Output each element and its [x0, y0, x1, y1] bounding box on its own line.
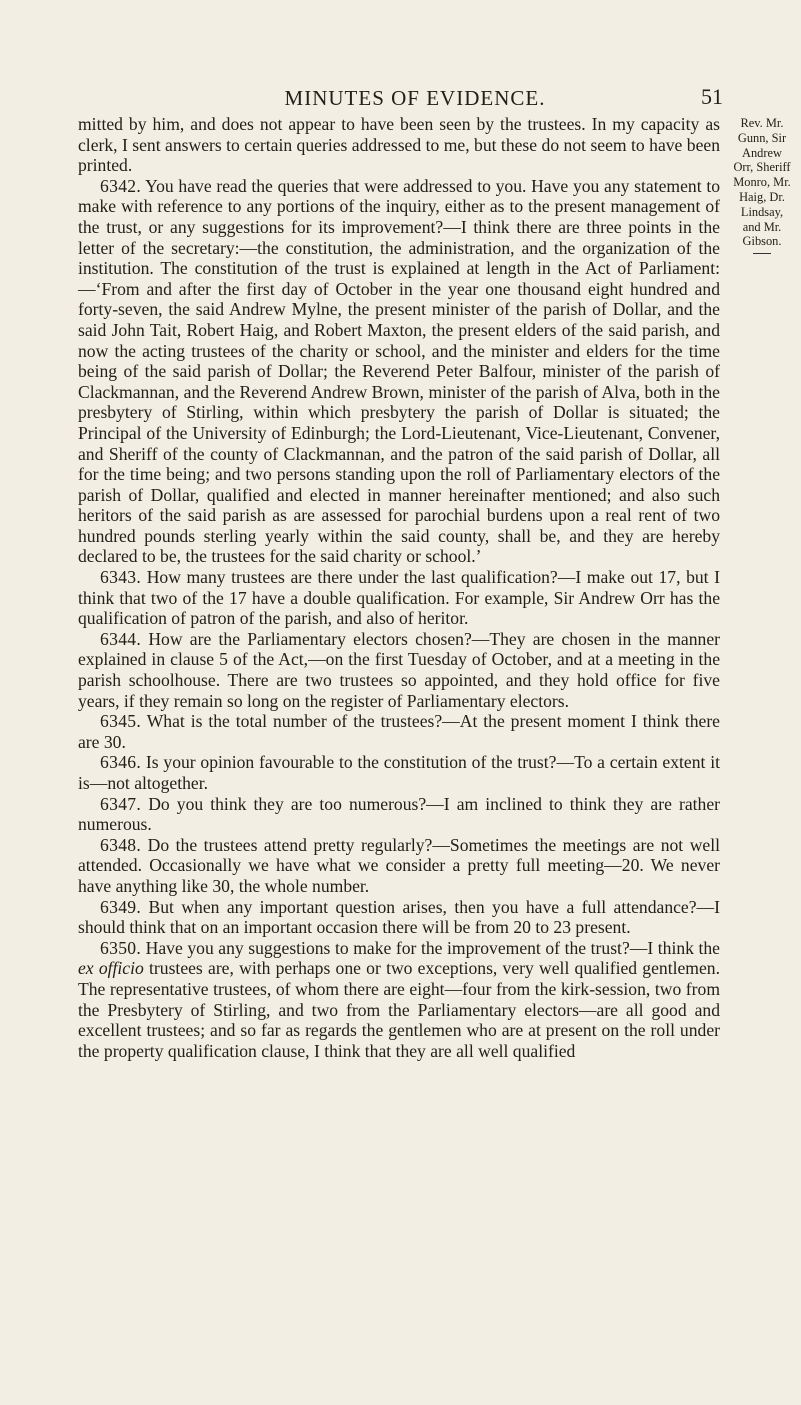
margin-witness-note: [729, 116, 795, 254]
question-number: 6349.: [100, 896, 142, 917]
paragraph-text: Do you think they are too numerous?—I am inclined to think they are rather numerous.: [78, 793, 720, 835]
page-number: 51: [701, 84, 723, 109]
running-head: MINUTES OF EVIDENCE.: [284, 86, 546, 110]
side-note-line: Monro, Mr.: [733, 175, 791, 190]
question-number: 6348.: [100, 834, 142, 855]
evidence-body: [78, 114, 720, 1061]
question-number: 6344.: [100, 628, 142, 649]
paragraph-text: Do the trustees attend pretty regularly?—Sometimes the meetings are not well attended. Occasionally we have what we consider a pretty full meeting—20. We never have anything like 30, the whole number.: [78, 834, 720, 896]
question-number: 6350.: [100, 937, 142, 958]
side-note-line: Gibson.: [742, 234, 782, 249]
side-note-line: Lindsay,: [740, 204, 784, 219]
paragraph-text: What is the total number of the trustees?—At the present moment I think there are 30.: [78, 711, 720, 752]
paragraph-text: Have you any suggestions to make for the improvement of the trust?—I think the: [145, 937, 720, 958]
paragraph-continuation: [78, 114, 720, 176]
question-6345: [78, 711, 720, 752]
question-6347: [78, 794, 720, 835]
side-note-line: Rev. Mr.: [740, 116, 784, 130]
side-note-line: Andrew: [742, 145, 782, 160]
question-6349: [78, 897, 720, 938]
side-note-rule: [753, 253, 771, 254]
question-6342: [78, 176, 720, 567]
paragraph-text: But when any important question arises, then you have a full attendance?—I should think that on an important occasion there will be from 20 to 23 present.: [78, 896, 720, 938]
paragraph-text: How many trustees are there under the last qualification?—I make out 17, but I think that two of the 17 have a double qualification. For example, Sir Andrew Orr has the qualification of patron of the parish, and also of heritor.: [78, 567, 720, 629]
side-note-line: Haig, Dr.: [739, 189, 785, 204]
side-note-line: Orr, Sheriff: [733, 160, 791, 175]
question-6343: [78, 567, 720, 629]
question-6346: [78, 752, 720, 793]
question-number: 6345.: [100, 711, 142, 732]
side-note-line: and Mr.: [742, 219, 782, 234]
side-note-line: Gunn, Sir: [737, 130, 787, 145]
question-number: 6343.: [100, 567, 142, 588]
question-6344: [78, 629, 720, 711]
italic-phrase: ex officio: [78, 958, 144, 979]
paragraph-text: Is your opinion favourable to the constitution of the trust?—To a certain extent it is—not altogether.: [78, 752, 720, 793]
paragraph-text: You have read the queries that were addressed to you. Have you any statement to make with reference to any portions of the inquiry, either as to the present management of the trust, or any suggestions for its improvement?—I think there are three points in the letter of the secretary:—the constitution, the administration, and the organization of the institution. The constitution of the trust is explained at length in the Act of Parliament:—‘From and after the first day of October in the year one thousand eight hundred and forty-seven, the said Andrew Mylne, the present minister of the parish of Dollar, and the said John Tait, Robert Haig, and Robert Maxton, the present elders of the said parish, and now the acting trustees of the charity or school, and the minister and elders for the time being of the said parish of Dollar; the Reverend Peter Balfour, minister of the parish of Clackmannan, and the Reverend Andrew Brown, minister of the parish of Alva, both in the presbytery of Stirling, within which presbytery the parish of Dollar is situated; the Principal of the University of Edinburgh; the Lord-Lieutenant, Vice-Lieutenant, Convener, and Sheriff of the county of Clackmannan, and the patron of the said parish of Dollar, all for the time being; and two persons standing upon the roll of Parliamentary electors of the parish of Dollar, qualified and elected in manner hereinafter mentioned; and also such heritors of the said parish as are assessed for parochial burdens upon a real rent of two hundred pounds sterling yearly within the said county, shall be, and they are hereby declared to be, the trustees for the said charity or school.’: [78, 175, 721, 567]
question-6350: [78, 938, 720, 1062]
question-number: 6342.: [100, 175, 142, 196]
paragraph-text: mitted by him, and does not appear to have been seen by the trustees. In my capacity as clerk, I sent answers to certain queries addressed to me, but these do not seem to have been printed.: [78, 114, 720, 176]
question-number: 6346.: [100, 752, 142, 773]
paragraph-text: trustees are, with perhaps one or two exceptions, very well qualified gentlemen. The representative trustees, of whom there are eight—four from the kirk-session, two from the Presbytery of Stirling, and two from the Parliamentary electors—are all good and excellent trustees; and so far as regards the gentlemen who are at present on the roll under the property qualification clause, I think that they are all well qualified: [78, 958, 720, 1061]
paragraph-text: How are the Parliamentary electors chosen?—They are chosen in the manner explained in clause 5 of the Act,—on the first Tuesday of October, and at a meeting in the parish schoolhouse. There are two trustees so appointed, and they hold office for five years, if they remain so long on the register of Parliamentary electors.: [78, 628, 720, 711]
question-6348: [78, 835, 720, 897]
question-number: 6347.: [100, 793, 142, 814]
